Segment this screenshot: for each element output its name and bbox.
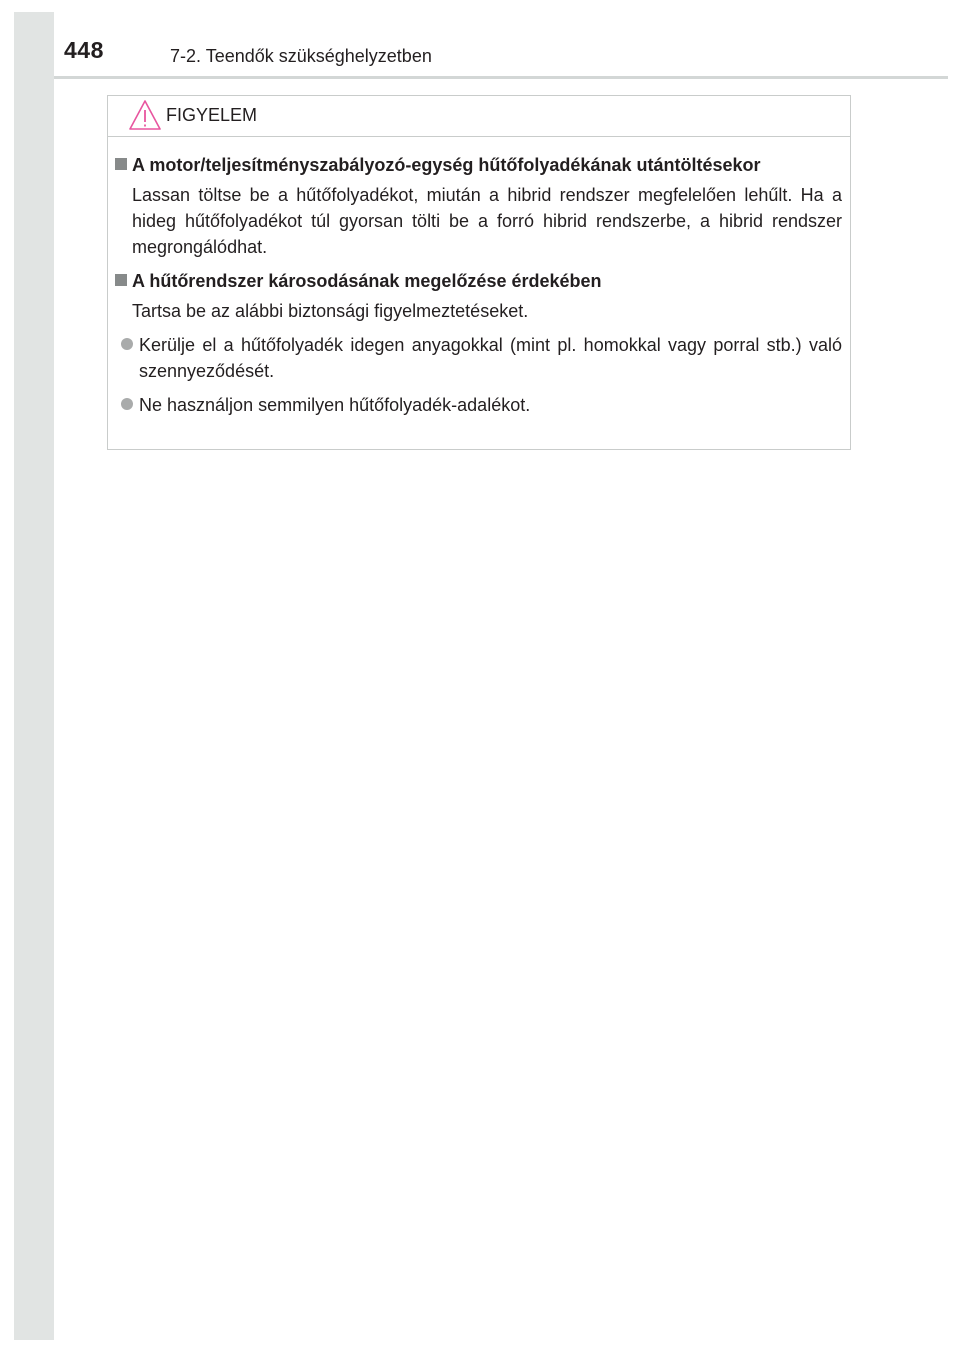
round-bullet-icon [121,398,133,410]
warning-title: FIGYELEM [166,105,258,125]
section-text: Tartsa be az alábbi biztonsági figyelmeztetéseket. [132,301,529,321]
side-bar [14,12,54,1340]
section-cooling-protection [132,268,842,418]
section-text: Lassan töltse be a hűtőfolyadékot, miután a hibrid rendszer megfelelően lehűlt. Ha a hideg hűtőfolyadékot túl gyorsan tölti be a forró hibrid rendszerbe, a hibrid rendszer megrongálódhat. [132,185,842,257]
chapter-title: 7-2. Teendők szükséghelyzetben [170,46,432,66]
list-item-text: Kerülje el a hűtőfolyadék idegen anyagokkal (mint pl. homokkal vagy porral stb.) való szennyeződését. [139,335,842,381]
section-heading [132,152,842,178]
warning-box [107,95,851,450]
list-item-text: Ne használjon semmilyen hűtőfolyadék-adalékot. [139,395,531,415]
warning-header [108,96,850,137]
header-divider [54,76,948,79]
page-number: 448 [64,37,104,63]
section-coolant-refill [132,152,842,260]
round-bullet-icon [121,338,133,350]
warning-body [108,137,850,418]
section-heading [132,268,842,294]
square-bullet-icon [115,158,127,170]
section-heading-text: A hűtőrendszer károsodásának megelőzése érdekében [132,271,602,291]
warning-triangle-icon [128,99,162,131]
list-item [132,332,842,384]
list-item [132,392,842,418]
square-bullet-icon [115,274,127,286]
section-heading-text: A motor/teljesítményszabályozó-egység hűtőfolyadékának utántöltésekor [132,155,761,175]
